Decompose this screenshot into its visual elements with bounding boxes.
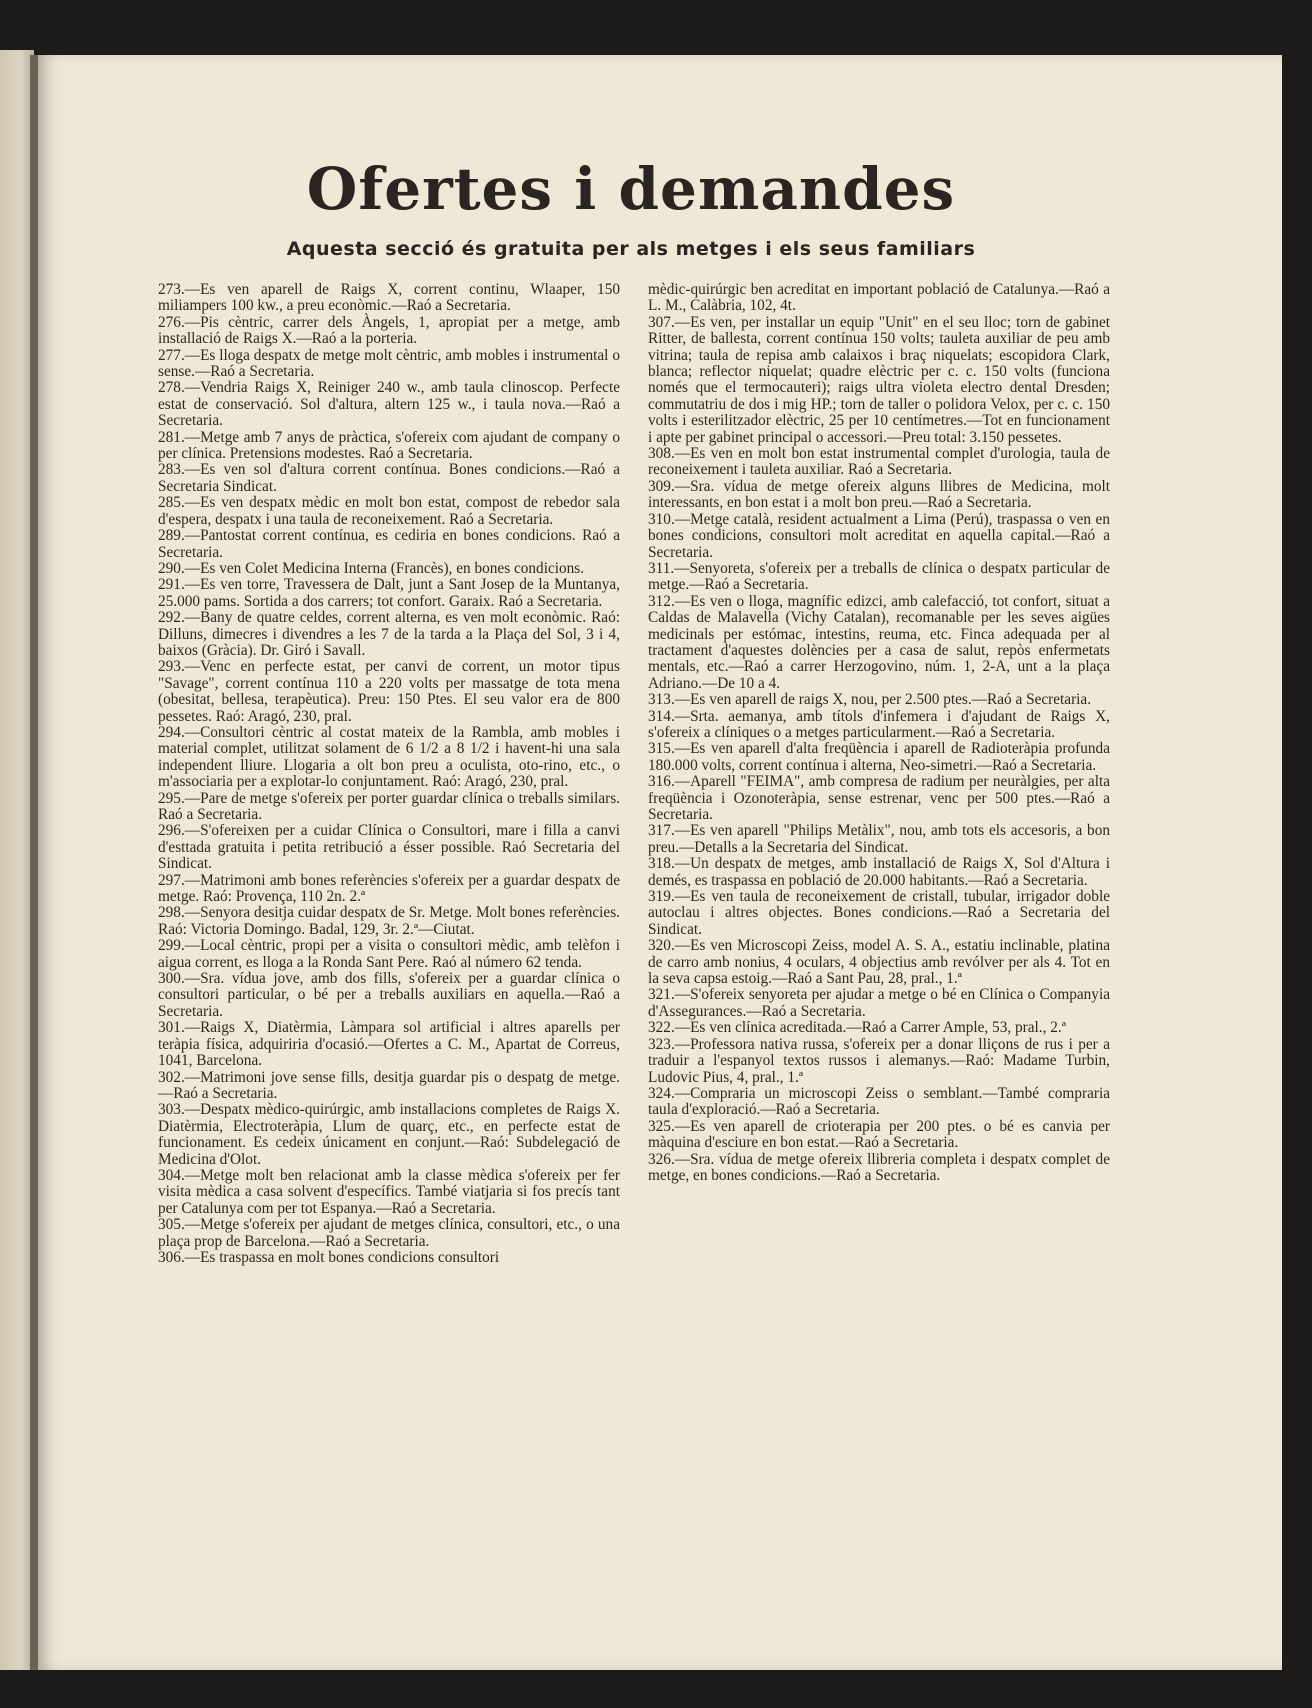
classified-entry: 293.—Venc en perfecte estat, per canvi de corrent, un motor tipus "Savage", corrent contínua 110 a 220 volts per massatge de tota mena (obesitat, bellesa, terapèutica). Preu: 150 Ptes. El seu valor era de 800 pessetes. Raó: Aragó, 230, pral. bbox=[158, 658, 620, 725]
classified-entry: 307.—Es ven, per installar un equip "Unit" en el seu lloc; torn de gabinet Ritter, de ballesta, corrent contínua 150 volts; tauleta auxiliar de peu amb vitrina; taula de repisa amb calaixos i braç niquelats; escopidora Clark, blanca; reflector niquelat; quadre elèctric per c. c. 150 volts (funciona només que el termocauteri); raigs ultra violeta electro dental Dresden; commutatriu de dos i mig HP.; torn de taller o polidora Velox, per c. c. 150 volts i esterilitzador elèctric, 25 per 10 centímetres.—Tot en funcionament i apte per gabinet principal o accessori.—Preu total: 3.150 pessetes. bbox=[648, 313, 1110, 446]
classified-entry: 324.—Compraria un microscopi Zeiss o semblant.—També compraria taula d'exploració.—Raó a Secretaria. bbox=[648, 1084, 1110, 1119]
classified-entry: 281.—Metge amb 7 anys de pràctica, s'ofereix com ajudant de company o per clínica. Pretensions modestes. Raó a Secretaria. bbox=[158, 428, 620, 463]
classified-entry: 285.—Es ven despatx mèdic en molt bon estat, compost de rebedor sala d'espera, despatx i una taula de reconeixement. Raó a Secretaria. bbox=[158, 494, 620, 528]
classified-entry: 300.—Sra. vídua jove, amb dos fills, s'ofereix per a guardar clínica o consultori particular, o bé per a treballs auxiliars en aquella.—Raó a Secretaria. bbox=[158, 970, 620, 1020]
classified-entry: 325.—Es ven aparell de crioterapia per 200 ptes. o bé es canvia per màquina d'esciure en bon estat.—Raó a Secretaria. bbox=[648, 1117, 1110, 1152]
classified-entry: 315.—Es ven aparell d'alta freqüència i aparell de Radioteràpia profunda 180.000 volts, corrent contínua i alterna, Neo-simetri.—Raó a Secretaria. bbox=[648, 740, 1110, 774]
previous-page-edge bbox=[0, 50, 34, 1670]
classified-entry: 322.—Es ven clínica acreditada.—Raó a Carrer Ample, 53, pral., 2.ª bbox=[648, 1019, 1066, 1037]
classified-entry: 314.—Srta. aemanya, amb títols d'infemera i d'ajudant de Raigs X, s'ofereix a clíniques o a metges particularment.—Raó a Secretaria. bbox=[648, 707, 1110, 741]
left-column bbox=[158, 282, 620, 1266]
classified-entry: 291.—Es ven torre, Travessera de Dalt, junt a Sant Josep de la Muntanya, 25.000 pams. Sortida a dos carrers; tot confort. Garaix. Raó a Secretaria. bbox=[158, 576, 620, 610]
classified-entry: 317.—Es ven aparell "Philips Metàlix", nou, amb tots els accesoris, a bon preu.—Detalls a la Secretaria del Sindicat. bbox=[648, 822, 1110, 856]
page-title: Ofertes i demandes bbox=[306, 155, 956, 223]
classified-entry: 320.—Es ven Microscopi Zeiss, model A. S. A., estatiu inclinable, platina de carro amb nonius, 4 oculars, 4 objectius amb revólver per als 4. Tot en la seva capsa estoig.—Raó a Sant Pau, 28, pral., 1.ª bbox=[648, 937, 1110, 988]
classified-entry: 321.—S'ofereix senyoreta per ajudar a metge o bé en Clínica o Companyia d'Assegurances.—Raó a Secretaria. bbox=[648, 986, 1110, 1020]
classified-entry: 309.—Sra. vídua de metge ofereix alguns llibres de Medicina, molt interessants, en bon estat i a molt bon preu.—Raó a Secretaria. bbox=[648, 477, 1110, 512]
classified-entry: 290.—Es ven Colet Medicina Interna (Francès), en bones condicions. bbox=[158, 559, 585, 577]
classified-entry: 305.—Metge s'ofereix per ajudant de metges clínica, consultori, etc., o una plaça prop de Barcelona.—Raó a Secretaria. bbox=[158, 1216, 620, 1250]
classified-entry: mèdic-quirúrgic ben acreditat en important població de Catalunya.—Raó a L. M., Calàbria, 102, 4t. bbox=[648, 281, 1110, 315]
classified-entry: 303.—Despatx mèdico-quirúrgic, amb installacions completes de Raigs X. Diatèrmia, Electroteràpia, Llum de quarç, etc., en perfecte estat de funcionament. Es cedeix únicament en conjunt.—Raó: Subdelegació de Medicina d'Olot. bbox=[158, 1101, 620, 1168]
classified-entry: 283.—Es ven sol d'altura corrent contínua. Bones condicions.—Raó a Secretaria Sindicat. bbox=[158, 461, 620, 495]
classified-entry: 289.—Pantostat corrent contínua, es cediria en bones condicions. Raó a Secretaria. bbox=[158, 527, 620, 561]
page-subtitle: Aquesta secció és gratuita per als metges i els seus familiars bbox=[286, 238, 976, 260]
classified-entry: 273.—Es ven aparell de Raigs X, corrent continu, Wlaaper, 150 miliampers 100 kw., a preu econòmic.—Raó a Secretaria. bbox=[158, 281, 620, 315]
classified-entry: 311.—Senyoreta, s'ofereix per a treballs de clínica o despatx particular de metge.—Raó a Secretaria. bbox=[648, 559, 1110, 594]
classified-entry: 294.—Consultori cèntric al costat mateix de la Rambla, amb mobles i material complet, utilitzat solament de 6 1/2 a 8 1/2 i havent-hi una sala independent lliure. Llogaria a olt bon preu a oculista, oto-rino, etc., o m'associaria per a explotar-lo conjuntament. Raó: Aragó, 230, pral. bbox=[158, 723, 620, 791]
classified-entry: 302.—Matrimoni jove sense fills, desitja guardar pis o despatg de metge.—Raó a Secretaria. bbox=[158, 1068, 620, 1102]
classified-entry: 313.—Es ven aparell de raigs X, nou, per 2.500 ptes.—Raó a Secretaria. bbox=[648, 691, 1092, 709]
classified-entry: 301.—Raigs X, Diatèrmia, Làmpara sol artificial i altres aparells per teràpia física, adquiriria d'ocasió.—Ofertes a C. M., Apartat de Correus, 1041, Barcelona. bbox=[158, 1019, 620, 1070]
classified-entry: 276.—Pis cèntric, carrer dels Àngels, 1, apropiat per a metge, amb installació de Raigs X.—Raó a la porteria. bbox=[158, 313, 620, 348]
classified-entry: 312.—Es ven o lloga, magnífic edizci, amb calefacció, tot confort, situat a Caldas de Malavella (Vichy Catalan), recomanable per les seves aigües medicinals per estómac, intestins, reuma, etc. Finca adequada per al tractament d'aquestes dolències per a casa de salut, repòs enfermetats mentals, etc.—Raó a carrer Herzogovino, núm. 1, 2-A, unt a la plaça Adriano.—De 10 a 4. bbox=[648, 592, 1110, 692]
classified-entry: 299.—Local cèntric, propi per a visita o consultori mèdic, amb telèfon i aigua corrent, es lloga a la Ronda Sant Pere. Raó al número 62 tenda. bbox=[158, 937, 620, 971]
classified-entry: 296.—S'ofereixen per a cuidar Clínica o Consultori, mare i filla a canvi d'esttada gratuita i petita retribució a ésser possible. Raó Secretaria del Sindicat. bbox=[158, 822, 620, 873]
classified-entry: 310.—Metge català, resident actualment a Lima (Perú), traspassa o ven en bones condicions, consultori molt acreditat en aquella capital.—Raó a Secretaria. bbox=[648, 510, 1110, 561]
classified-entry: 319.—Es ven taula de reconeixement de cristall, tubular, irrigador doble autoclau i altres objectes. Bones condicions.—Raó a Secretaria del Sindicat. bbox=[648, 888, 1110, 938]
classified-entry: 295.—Pare de metge s'ofereix per porter guardar clínica o treballs similars. Raó a Secretaria. bbox=[158, 789, 620, 823]
classified-entry: 316.—Aparell "FEIMA", amb compresa de radium per neuràlgies, per alta freqüència i Ozonoteràpia, sense estrenar, venc per 500 ptes.—Raó a Secretaria. bbox=[648, 773, 1110, 823]
classified-entry: 308.—Es ven en molt bon estat instrumental complet d'urologia, taula de reconeixement i tauleta auxiliar. Raó a Secretaria. bbox=[648, 445, 1110, 479]
classified-entry: 298.—Senyora desitja cuidar despatx de Sr. Metge. Molt bones referències. Raó: Victoria Domingo. Badal, 129, 3r. 2.ª—Ciutat. bbox=[158, 904, 620, 938]
classified-entry: 323.—Professora nativa russa, s'ofereix per a donar lliçons de rus i per a traduir a l'espanyol textos russos i alemanys.—Raó: Madame Turbin, Ludovic Pius, 4, pral., 1.ª bbox=[648, 1035, 1110, 1086]
classified-entry: 278.—Vendria Raigs X, Reiniger 240 w., amb taula clinoscop. Perfecte estat de conservació. Sol d'altura, altern 125 w., i taula nova.—Raó a Secretaria. bbox=[158, 379, 620, 430]
classified-entry: 318.—Un despatx de metges, amb installació de Raigs X, Sol d'Altura i demés, es traspassa en població de 20.000 habitants.—Raó a Secretaria. bbox=[648, 855, 1110, 889]
right-column bbox=[648, 282, 1110, 1184]
classified-entry: 297.—Matrimoni amb bones referències s'ofereix per a guardar despatx de metge. Raó: Provença, 110 2n. 2.ª bbox=[158, 871, 620, 906]
classified-entry: 306.—Es traspassa en molt bones condicions consultori bbox=[158, 1248, 500, 1266]
classified-entry: 292.—Bany de quatre celdes, corrent alterna, es ven molt econòmic. Raó: Dilluns, dimecres i divendres a les 7 de la tarda a la Plaça del Sol, 3 i 4, baixos (Gràcia). Dr. Giró i Savall. bbox=[158, 609, 620, 659]
classified-entry: 304.—Metge molt ben relacionat amb la classe mèdica s'ofereix per fer visita mèdica a casa solvent d'específics. També viatjaria si fos precís tant per Catalunya com per tot Espanya.—Raó a Secretaria. bbox=[158, 1166, 620, 1217]
classified-entry: 326.—Sra. vídua de metge ofereix llibreria completa i despatx complet de metge, en bones condicions.—Raó a Secretaria. bbox=[648, 1150, 1110, 1184]
classified-entry: 277.—Es lloga despatx de metge molt cèntric, amb mobles i instrumental o sense.—Raó a Secretaria. bbox=[158, 346, 620, 381]
